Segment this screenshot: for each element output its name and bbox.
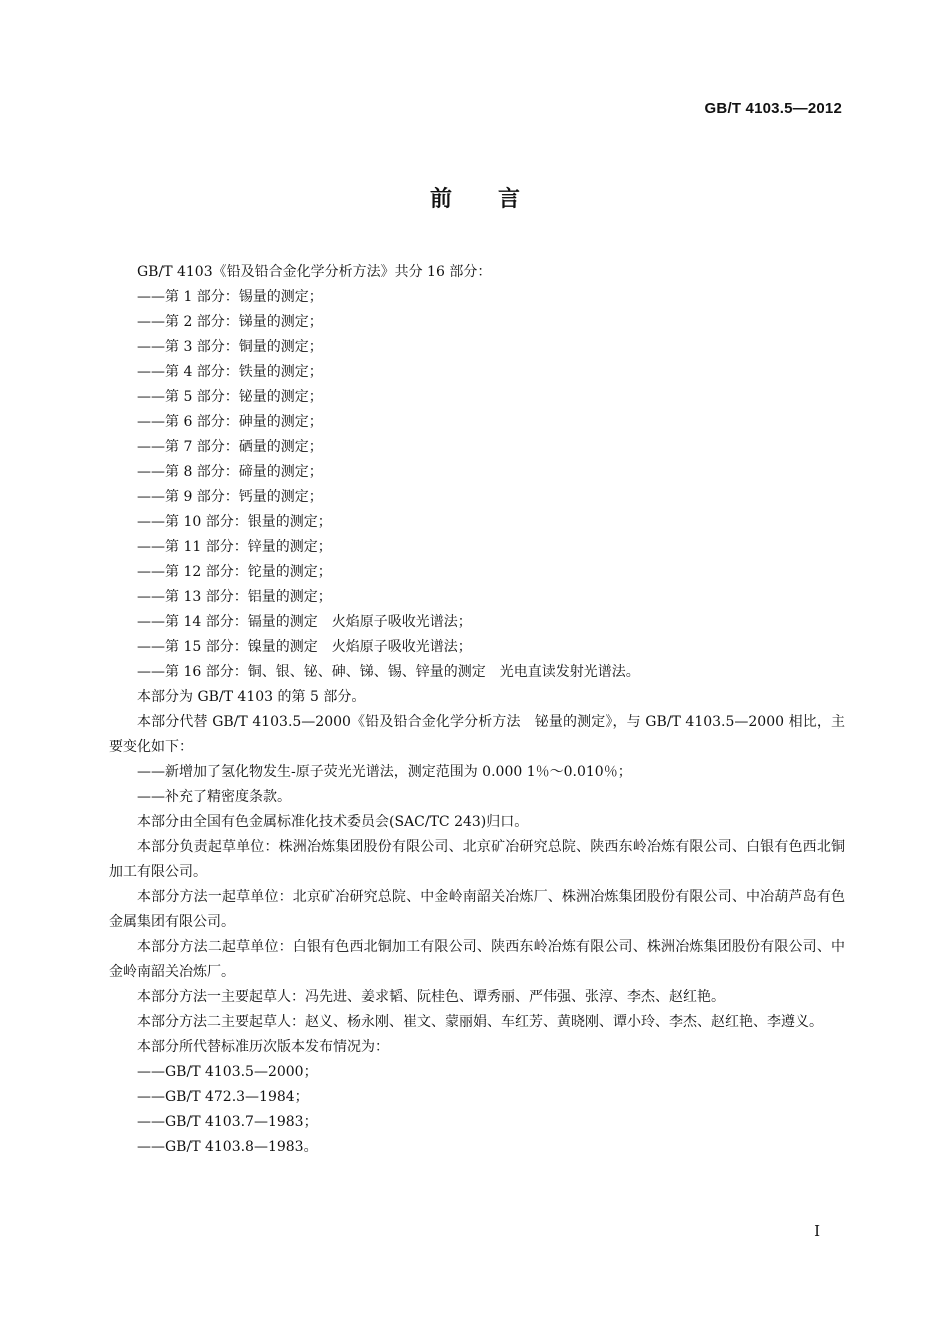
committee-paragraph: 本部分由全国有色金属标准化技术委员会(SAC/TC 243)归口。 bbox=[137, 814, 529, 830]
list-item: ——第 5 部分：铋量的测定； bbox=[137, 389, 323, 405]
changes-list bbox=[109, 760, 845, 810]
method2-units-paragraph: 本部分方法二起草单位：白银有色西北铜加工有限公司、陕西东岭冶炼有限公司、株洲冶炼集团股份有限公司、中金岭南韶关冶炼厂。 bbox=[109, 939, 845, 980]
list-item: ——GB/T 4103.8—1983。 bbox=[137, 1139, 318, 1155]
list-item: ——补充了精密度条款。 bbox=[137, 789, 291, 805]
list-item: ——第 11 部分：锌量的测定； bbox=[137, 539, 332, 555]
list-item: ——第 15 部分：镍量的测定 火焰原子吸收光谱法； bbox=[137, 639, 472, 655]
list-item: ——第 9 部分：钙量的测定； bbox=[137, 489, 323, 505]
list-item: ——第 2 部分：锑量的测定； bbox=[137, 314, 323, 330]
part-statement: 本部分为 GB/T 4103 的第 5 部分。 bbox=[137, 689, 366, 705]
list-item: ——第 10 部分：银量的测定； bbox=[137, 514, 332, 530]
drafting-units-paragraph: 本部分负责起草单位：株洲冶炼集团股份有限公司、北京矿冶研究总院、陕西东岭冶炼有限公司、白银有色西北铜加工有限公司。 bbox=[109, 839, 845, 880]
standard-code: GB/T 4103.5—2012 bbox=[704, 100, 842, 117]
list-item: ——第 4 部分：铁量的测定； bbox=[137, 364, 323, 380]
parts-list bbox=[109, 285, 845, 685]
page-title: 前言 bbox=[429, 187, 566, 212]
list-item: ——第 6 部分：砷量的测定； bbox=[137, 414, 323, 430]
method1-units-paragraph: 本部分方法一起草单位：北京矿冶研究总院、中金岭南韶关冶炼厂、株洲冶炼集团股份有限公司、中冶葫芦岛有色金属集团有限公司。 bbox=[109, 889, 845, 930]
foreword-body bbox=[109, 260, 845, 1160]
list-item: ——第 12 部分：铊量的测定； bbox=[137, 564, 332, 580]
list-item: ——第 14 部分：镉量的测定 火焰原子吸收光谱法； bbox=[137, 614, 472, 630]
intro-paragraph: GB/T 4103《铅及铅合金化学分析方法》共分 16 部分： bbox=[137, 264, 492, 280]
history-list bbox=[109, 1060, 845, 1160]
list-item: ——GB/T 472.3—1984； bbox=[137, 1089, 309, 1105]
page-number: I bbox=[814, 1222, 820, 1240]
list-item: ——GB/T 4103.7—1983； bbox=[137, 1114, 318, 1130]
list-item: ——第 13 部分：铝量的测定； bbox=[137, 589, 332, 605]
list-item: ——第 7 部分：硒量的测定； bbox=[137, 439, 323, 455]
method2-drafters-paragraph: 本部分方法二主要起草人：赵义、杨永刚、崔文、蒙丽娟、车红芳、黄晓刚、谭小玲、李杰、赵红艳、李遵义。 bbox=[137, 1014, 823, 1030]
list-item: ——第 3 部分：铜量的测定； bbox=[137, 339, 323, 355]
list-item: ——第 16 部分：铜、银、铋、砷、锑、锡、锌量的测定 光电直读发射光谱法。 bbox=[137, 664, 640, 680]
list-item: ——GB/T 4103.5—2000； bbox=[137, 1064, 318, 1080]
list-item: ——新增加了氢化物发生-原子荧光光谱法，测定范围为 0.000 1％～0.010％； bbox=[137, 764, 632, 780]
replaces-paragraph: 本部分代替 GB/T 4103.5—2000《铅及铅合金化学分析方法 铋量的测定》，与 GB/T 4103.5—2000 相比，主要变化如下： bbox=[109, 714, 845, 755]
history-intro: 本部分所代替标准历次版本发布情况为： bbox=[137, 1039, 389, 1055]
list-item: ——第 8 部分：碲量的测定； bbox=[137, 464, 323, 480]
list-item: ——第 1 部分：锡量的测定； bbox=[137, 289, 323, 305]
method1-drafters-paragraph: 本部分方法一主要起草人：冯先进、姜求韬、阮桂色、谭秀丽、严伟强、张淳、李杰、赵红艳。 bbox=[137, 989, 725, 1005]
